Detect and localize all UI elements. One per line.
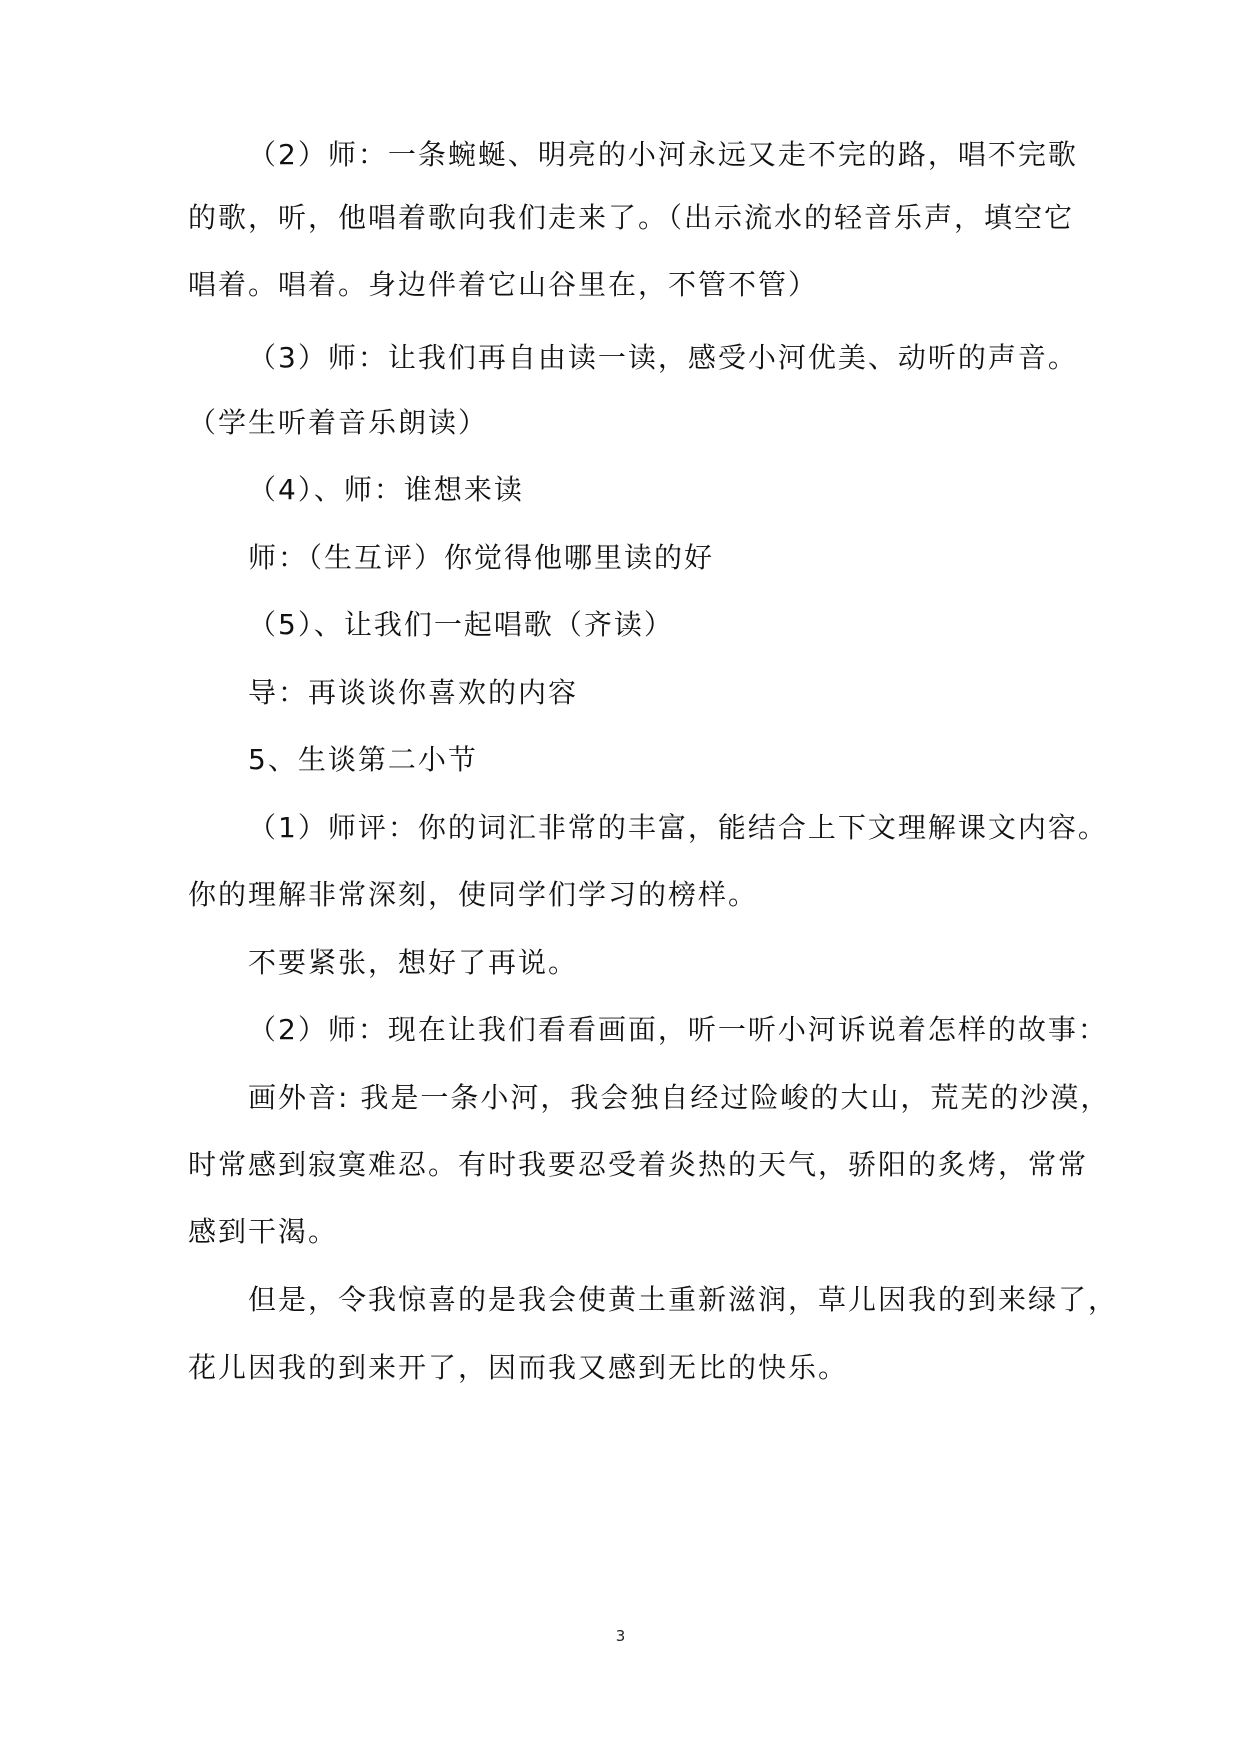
paragraph-line: （2）师：一条蜿蜒、明亮的小河永远又走不完的路，唱不完歌 — [248, 138, 1078, 171]
paragraph-line: （学生听着音乐朗读） — [188, 406, 489, 439]
page-number: 3 — [615, 1627, 626, 1645]
paragraph-line: （2）师：现在让我们看看画面，听一听小河诉说着怎样的故事： — [248, 1013, 1108, 1046]
paragraph-line: 唱着。唱着。身边伴着它山谷里在，不管不管） — [188, 268, 819, 301]
paragraph-line: 画外音: 我是一条小河，我会独自经过险峻的大山，荒芜的沙漠， — [248, 1081, 1111, 1114]
paragraph-line: 不要紧张，想好了再说。 — [248, 946, 579, 979]
paragraph-line: （3）师：让我们再自由读一读，感受小河优美、动听的声音。 — [248, 341, 1078, 374]
paragraph-line: （4）、师：谁想来读 — [248, 473, 524, 506]
paragraph-line: 花儿因我的到来开了，因而我又感到无比的快乐。 — [188, 1351, 849, 1384]
paragraph-line: 导：再谈谈你喜欢的内容 — [248, 676, 579, 709]
paragraph-line: 的歌，听，他唱着歌向我们走来了。（出示流水的轻音乐声，填空它 — [188, 201, 1075, 234]
paragraph-line: 你的理解非常深刻，使同学们学习的榜样。 — [188, 878, 759, 911]
paragraph-line: （1）师评：你的词汇非常的丰富，能结合上下文理解课文内容。 — [248, 811, 1108, 844]
paragraph-line: 5、生谈第二小节 — [248, 743, 478, 776]
paragraph-line: 师：（生互评）你觉得他哪里读的好 — [248, 541, 715, 574]
paragraph-line: 感到干渴。 — [188, 1215, 339, 1248]
paragraph-line: 但是，令我惊喜的是我会使黄土重新滋润，草儿因我的到来绿了， — [248, 1283, 1119, 1316]
paragraph-line: 时常感到寂寞难忍。有时我要忍受着炎热的天气，骄阳的炙烤，常常 — [188, 1148, 1089, 1181]
paragraph-line: （5）、让我们一起唱歌（齐读） — [248, 608, 674, 641]
